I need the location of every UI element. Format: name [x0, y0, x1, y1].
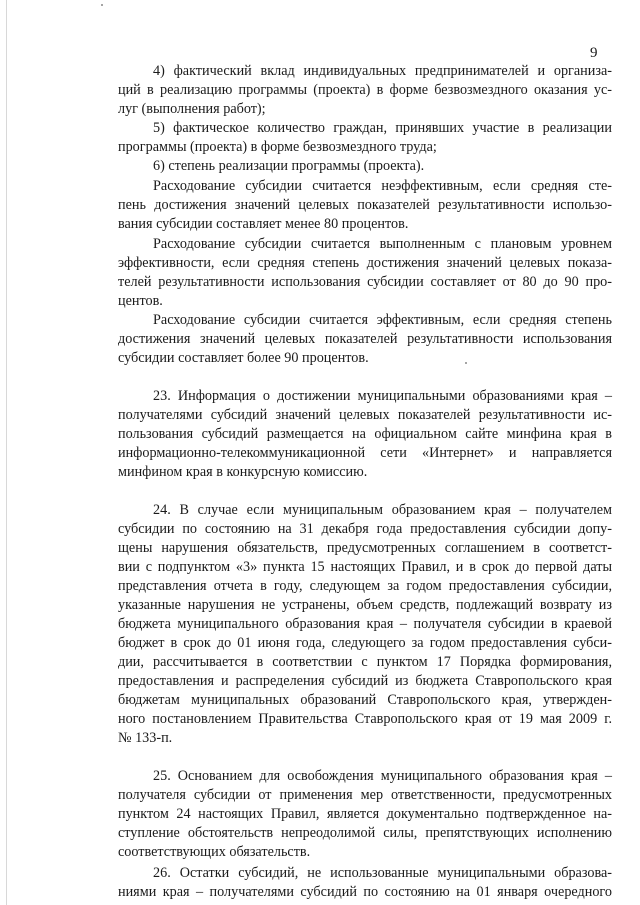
text-line: вии с подпунктом «3» пункта 15 настоящих Правил, и в срок до первой даты [118, 559, 612, 575]
text-line: пень достижения значений целевых показателей результативности использо- [118, 197, 612, 213]
text-line: бюджета муниципального образования края – получателя субсидии в краевой [118, 616, 612, 632]
text-line: 5) фактическое количество граждан, принявших участие в реализации [153, 120, 612, 136]
text-line: Расходование субсидии считается неэффективным, если средняя сте- [153, 178, 612, 194]
text-line: ного постановлением Правительства Ставропольского края от 19 мая 2009 г. [118, 711, 612, 727]
text-line: бюджетам муниципальных образований Ставропольского края, утвержден- [118, 692, 612, 708]
text-line: телей результативности использования субсидии составляет от 80 до 90 про- [118, 274, 612, 290]
text-line: № 133-п. [118, 730, 173, 746]
text-line: 25. Основанием для освобождения муниципального образования края – [153, 768, 612, 784]
text-line: минфином края в конкурсную комиссию. [118, 464, 368, 480]
text-line: эффективности, если средняя степень достижения значений целевых показа- [118, 255, 612, 271]
text-line: предоставления и распределения субсидий из бюджета Ставропольского края [118, 673, 612, 689]
text-line: 26. Остатки субсидий, не использованные муниципальными образова- [153, 865, 612, 881]
scan-speck [101, 4, 103, 6]
text-line: ниями края – получателями субсидий по состоянию на 01 января очередного [118, 884, 612, 900]
text-line: вания субсидии составляет менее 80 процентов. [118, 216, 409, 232]
text-line: 6) степень реализации программы (проекта). [153, 158, 425, 174]
text-line: пользования субсидий размещается на официальном сайте минфина края в [118, 426, 612, 442]
text-line: 23. Информация о достижении муниципальными образованиями края – [153, 388, 612, 404]
text-line: ций в реализацию программы (проекта) в форме безвозмездного оказания ус- [118, 82, 612, 98]
text-line: 4) фактический вклад индивидуальных предпринимателей и организа- [153, 63, 612, 79]
text-line: указанные нарушения не устранены, объем средств, подлежащий возврату из [118, 597, 612, 613]
text-line: получателя субсидии от применения мер ответственности, предусмотренных [118, 787, 612, 803]
text-line: бюджет в срок до 01 июня года, следующего за годом предоставления субси- [118, 635, 612, 651]
text-line: получателями субсидий значений целевых показателей результативности ис- [118, 407, 612, 423]
text-line: достижения значений целевых показателей результативности использования [118, 331, 612, 347]
text-line: щены нарушения обязательств, предусмотренных соглашением в соответст- [118, 540, 612, 556]
text-line: Расходование субсидии считается эффективным, если средняя степень [153, 312, 612, 328]
text-line: центов. [118, 293, 163, 309]
text-line: луг (выполнения работ); [118, 101, 266, 117]
text-line: информационно-телекоммуникационной сети «Интернет» и направляется [118, 445, 612, 461]
text-line: ступление обстоятельств непреодолимой силы, препятствующих исполнению [118, 825, 612, 841]
text-line: субсидии по состоянию на 31 декабря года предоставления субсидии допу- [118, 521, 612, 537]
text-line: соответствующих обязательств. [118, 844, 311, 860]
text-line: субсидии составляет более 90 процентов. [118, 350, 369, 366]
text-line: дии, рассчитывается в соответствии с пунктом 17 Порядка формирования, [118, 654, 612, 670]
text-line: программы (проекта) в форме безвозмездного труда; [118, 139, 437, 155]
scan-edge-line [6, 0, 7, 905]
text-line: 24. В случае если муниципальным образованием края – получателем [153, 502, 612, 518]
page-number: 9 [590, 45, 598, 61]
text-line: представления отчета в году, следующем за годом предоставления субсидии, [118, 578, 612, 594]
text-line: Расходование субсидии считается выполненным с плановым уровнем [153, 236, 612, 252]
text-line: пунктом 24 настоящих Правил, является документально подтвержденное на- [118, 806, 612, 822]
